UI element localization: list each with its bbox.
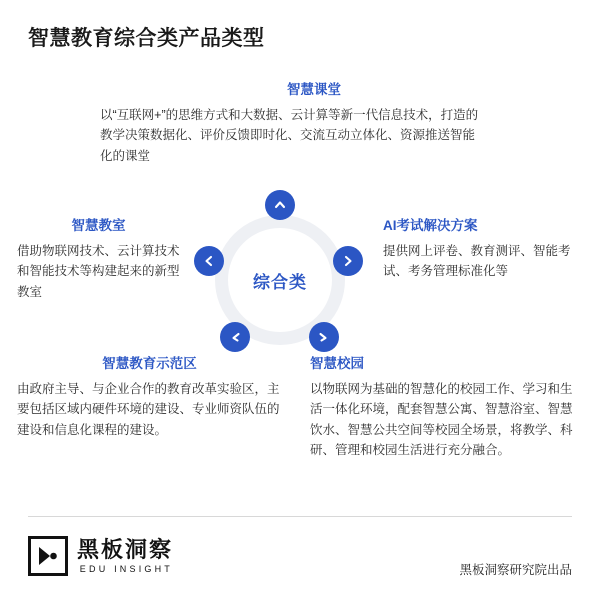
block-smart-campus-title: 智慧校园 [310,356,364,371]
block-ai-exam-solution [383,214,581,282]
block-demo-zone [17,352,282,440]
block-smart-campus [310,352,582,460]
logo-name-cn: 黑板洞察 [77,536,174,562]
block-ai-exam-solution-title: AI考试解决方案 [383,218,478,233]
footer-divider [28,516,572,517]
arrow-right-icon [333,246,363,276]
block-smart-campus-body: 以物联网为基础的智慧化的校园工作、学习和生活一体化环境，配套智慧公寓、智慧浴室、智慧饮水、智慧公共空间等校园全场景，将教学、科研、管理和校园生活进行充分融合。 [310,382,573,457]
logo-text [77,538,173,574]
footer [28,534,572,590]
arrow-up-icon [265,190,295,220]
arrow-down-left-icon [220,322,250,352]
block-smart-room-title: 智慧教室 [71,218,126,233]
wheel-center-label: 综合类 [253,272,307,292]
block-demo-zone-body: 由政府主导、与企业合作的教育改革实验区，主要包括区域内硬件环境的建设、专业师资队伍的建设和信息化课程的建设。 [17,382,280,437]
block-smart-classroom-title: 智慧课堂 [287,82,341,97]
arrow-down-right-icon [309,322,339,352]
brand-logo [28,536,173,576]
page-title: 智慧教育综合类产品类型 [28,27,265,50]
logo-mark-icon [28,536,68,576]
block-demo-zone-title: 智慧教育示范区 [102,356,197,371]
center-wheel [196,196,364,364]
block-smart-classroom-body: 以“互联网+”的思维方式和大数据、云计算等新一代信息技术，打造的教学决策数据化、评价反馈即时化、交流互动立体化、资源推送智能化的课堂 [100,108,479,163]
block-smart-room [17,214,180,302]
arrow-left-icon [194,246,224,276]
logo-name-en: EDU INSIGHT [79,564,174,575]
block-smart-classroom [100,78,480,166]
footer-note: 黑板洞察研究院出品 [459,563,572,577]
block-ai-exam-solution-body: 提供网上评卷、教育测评、智能考试、考务管理标准化等 [383,244,571,279]
block-smart-room-body: 借助物联网技术、云计算技术和智能技术等构建起来的新型教室 [17,244,180,299]
